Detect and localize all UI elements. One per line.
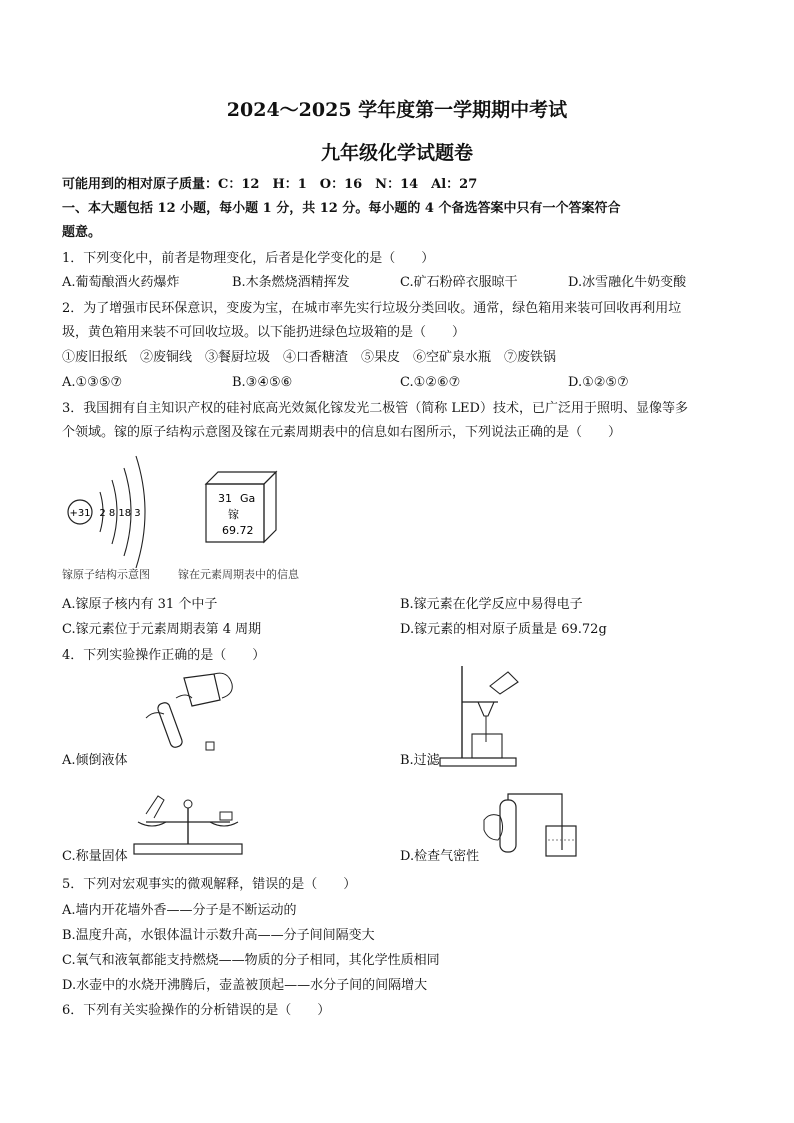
- q2-items: ①废旧报纸 ②废铜线 ③餐厨垃圾 ④口香糖渣 ⑤果皮 ⑥空矿泉水瓶 ⑦废铁锅: [62, 350, 557, 365]
- q1-option-c: C.矿石粉碎衣服晾干: [400, 275, 518, 290]
- q2-option-b: B.③④⑤⑥: [232, 375, 293, 390]
- exam-title: 2024～2025 学年度第一学期期中考试: [226, 99, 568, 121]
- element-atomic-number: 31: [218, 492, 232, 505]
- q2-option-d: D.①②⑤⑦: [568, 375, 629, 390]
- atomic-masses: 可能用到的相对原子质量：C：12 H：1 O：16 N：14 Al：27: [62, 177, 478, 192]
- periodic-cell-caption: 镓在元素周期表中的信息: [178, 568, 299, 581]
- q4-option-d: D.检查气密性: [400, 849, 480, 864]
- q3-option-c: C.镓元素位于元素周期表第 4 周期: [62, 622, 262, 637]
- q3-stem-line2: 个领域。镓的原子结构示意图及镓在元素周期表中的信息如右图所示，下列说法正确的是（ ）: [62, 425, 622, 440]
- atom-shell-electrons: 2 8 18 3: [99, 508, 141, 519]
- airtightness-check-illustration: [470, 790, 580, 865]
- q3-option-d: D.镓元素的相对原子质量是 69.72g: [400, 622, 607, 637]
- section1-instruction-line2: 题意。: [62, 225, 102, 240]
- q2-stem-line2: 圾，黄色箱用来装不可回收垃圾。以下能扔进绿色垃圾箱的是（ ）: [62, 325, 466, 340]
- atom-nucleus-label: +31: [69, 508, 91, 519]
- q3-option-a: A.镓原子核内有 31 个中子: [62, 597, 218, 612]
- q5-option-c: C.氧气和液氧都能支持燃烧——物质的分子相同，其化学性质相同: [62, 953, 440, 968]
- element-mass: 69.72: [222, 524, 254, 537]
- filtration-illustration: [432, 662, 532, 772]
- q3-stem-line1: 3．我国拥有自主知识产权的硅衬底高光效氮化镓发光二极管（简称 LED）技术，已广泛用于照明、显像等多: [62, 401, 688, 416]
- q3-option-b: B.镓元素在化学反应中易得电子: [400, 597, 583, 612]
- q5-option-b: B.温度升高，水银体温计示数升高——分子间间隔变大: [62, 928, 375, 943]
- q2-option-a: A.①③⑤⑦: [62, 375, 123, 390]
- q6-stem: 6．下列有关实验操作的分析错误的是（ ）: [62, 1003, 331, 1018]
- q5-option-d: D.水壶中的水烧开沸腾后，壶盖被顶起——水分子间的间隔增大: [62, 978, 428, 993]
- q4-option-b: B.过滤: [400, 753, 440, 768]
- element-symbol: Ga: [240, 492, 256, 505]
- q1-option-b: B.木条燃烧酒精挥发: [232, 275, 350, 290]
- atom-diagram-caption: 镓原子结构示意图: [62, 568, 150, 581]
- weighing-solid-illustration: [128, 778, 248, 858]
- gallium-atom-diagram: [62, 450, 182, 585]
- gallium-periodic-cell: [178, 470, 318, 585]
- q1-option-d: D.冰雪融化牛奶变酸: [568, 275, 687, 290]
- q5-option-a: A.墙内开花墙外香——分子是不断运动的: [62, 903, 297, 918]
- element-name: 镓: [228, 508, 239, 521]
- exam-subtitle: 九年级化学试题卷: [320, 142, 473, 164]
- q4-option-c: C.称量固体: [62, 849, 128, 864]
- q4-option-a: A.倾倒液体: [62, 753, 128, 768]
- q1-stem: 1．下列变化中，前者是物理变化，后者是化学变化的是（ ）: [62, 251, 435, 266]
- q1-option-a: A.葡萄酿酒火药爆炸: [62, 275, 180, 290]
- section1-instruction-line1: 一、本大题包括 12 小题，每小题 1 分，共 12 分。每小题的 4 个备选答案中只有一个答案符合: [62, 201, 621, 216]
- q5-stem: 5．下列对宏观事实的微观解释，错误的是（ ）: [62, 877, 357, 892]
- pouring-liquid-illustration: [140, 668, 250, 758]
- q2-stem-line1: 2．为了增强市民环保意识，变废为宝，在城市率先实行垃圾分类回收。通常，绿色箱用来装可回收再利用垃: [62, 301, 682, 316]
- q4-stem: 4．下列实验操作正确的是（ ）: [62, 648, 266, 663]
- q2-option-c: C.①②⑥⑦: [400, 375, 461, 390]
